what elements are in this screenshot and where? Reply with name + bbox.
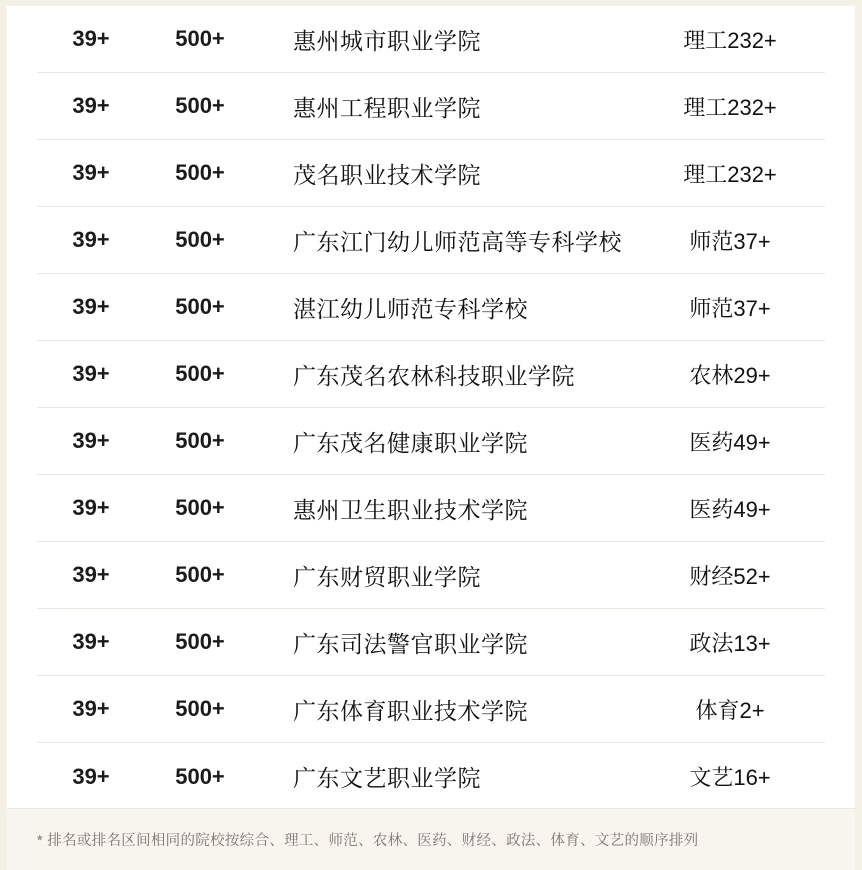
- rank-cell: 39+: [72, 629, 110, 654]
- rank-range-cell: 500+: [175, 562, 225, 587]
- footnote-text: * 排名或排名区间相同的院校按综合、理工、师范、农林、医药、财经、政法、体育、文艺的顺序排列: [37, 833, 699, 849]
- rank-cell: 39+: [72, 763, 110, 789]
- school-name-cell: 惠州卫生职业技术学院: [293, 496, 528, 523]
- table-row[interactable]: [37, 140, 825, 207]
- category-cell: 财经52+: [689, 563, 771, 589]
- school-name-cell: 湛江幼儿师范专科学校: [293, 295, 528, 322]
- category-cell: 师范37+: [689, 295, 771, 321]
- rank-cell: 39+: [72, 562, 110, 587]
- table-row[interactable]: [37, 274, 825, 341]
- table-row[interactable]: [37, 73, 825, 140]
- table-row[interactable]: [37, 6, 825, 73]
- category-cell: 政法13+: [689, 630, 771, 656]
- category-cell: 医药49+: [689, 496, 771, 522]
- rank-cell: 39+: [72, 361, 110, 386]
- rank-range-cell: 500+: [175, 160, 225, 185]
- school-name-cell: 广东江门幼儿师范高等专科学校: [293, 228, 622, 255]
- rank-cell: 39+: [72, 294, 110, 319]
- rank-range-cell: 500+: [175, 227, 225, 252]
- category-cell: 师范37+: [689, 228, 771, 254]
- category-cell: 医药49+: [689, 429, 771, 455]
- table-row[interactable]: [37, 542, 825, 609]
- rank-cell: 39+: [72, 227, 110, 252]
- table-row[interactable]: [37, 743, 825, 810]
- school-name-cell: 茂名职业技术学院: [293, 161, 481, 188]
- rank-cell: 39+: [72, 495, 110, 520]
- table-row[interactable]: [37, 207, 825, 274]
- school-name-cell: 广东司法警官职业学院: [293, 630, 528, 657]
- rank-cell: 39+: [72, 93, 110, 118]
- rank-range-cell: 500+: [175, 93, 225, 118]
- rank-range-cell: 500+: [175, 294, 225, 319]
- rank-range-cell: 500+: [175, 763, 225, 789]
- table-row[interactable]: [37, 475, 825, 542]
- rank-range-cell: 500+: [175, 428, 225, 453]
- school-name-cell: 广东茂名健康职业学院: [293, 429, 528, 456]
- school-name-cell: 广东文艺职业学院: [293, 765, 481, 791]
- rank-cell: 39+: [72, 26, 110, 51]
- rank-cell: 39+: [72, 428, 110, 453]
- category-cell: 理工232+: [683, 27, 777, 53]
- table-row[interactable]: [37, 609, 825, 676]
- category-cell: 体育2+: [695, 697, 765, 723]
- rank-range-cell: 500+: [175, 26, 225, 51]
- category-cell: 文艺16+: [689, 765, 771, 790]
- school-name-cell: 广东茂名农林科技职业学院: [293, 362, 575, 389]
- school-name-cell: 广东财贸职业学院: [293, 563, 481, 590]
- category-cell: 农林29+: [689, 362, 771, 388]
- school-name-cell: 惠州城市职业学院: [293, 27, 481, 54]
- table-row[interactable]: [37, 408, 825, 475]
- rank-cell: 39+: [72, 160, 110, 185]
- rank-range-cell: 500+: [175, 361, 225, 386]
- school-name-cell: 广东体育职业技术学院: [293, 697, 528, 724]
- footnote-bar: [7, 808, 855, 870]
- category-cell: 理工232+: [683, 94, 777, 120]
- ranking-table: [7, 6, 855, 808]
- table-row[interactable]: [37, 341, 825, 408]
- rank-range-cell: 500+: [175, 696, 225, 721]
- rank-cell: 39+: [72, 696, 110, 721]
- school-name-cell: 惠州工程职业学院: [293, 94, 481, 121]
- table-row[interactable]: [37, 676, 825, 743]
- rank-range-cell: 500+: [175, 495, 225, 520]
- category-cell: 理工232+: [683, 161, 777, 187]
- rank-range-cell: 500+: [175, 629, 225, 654]
